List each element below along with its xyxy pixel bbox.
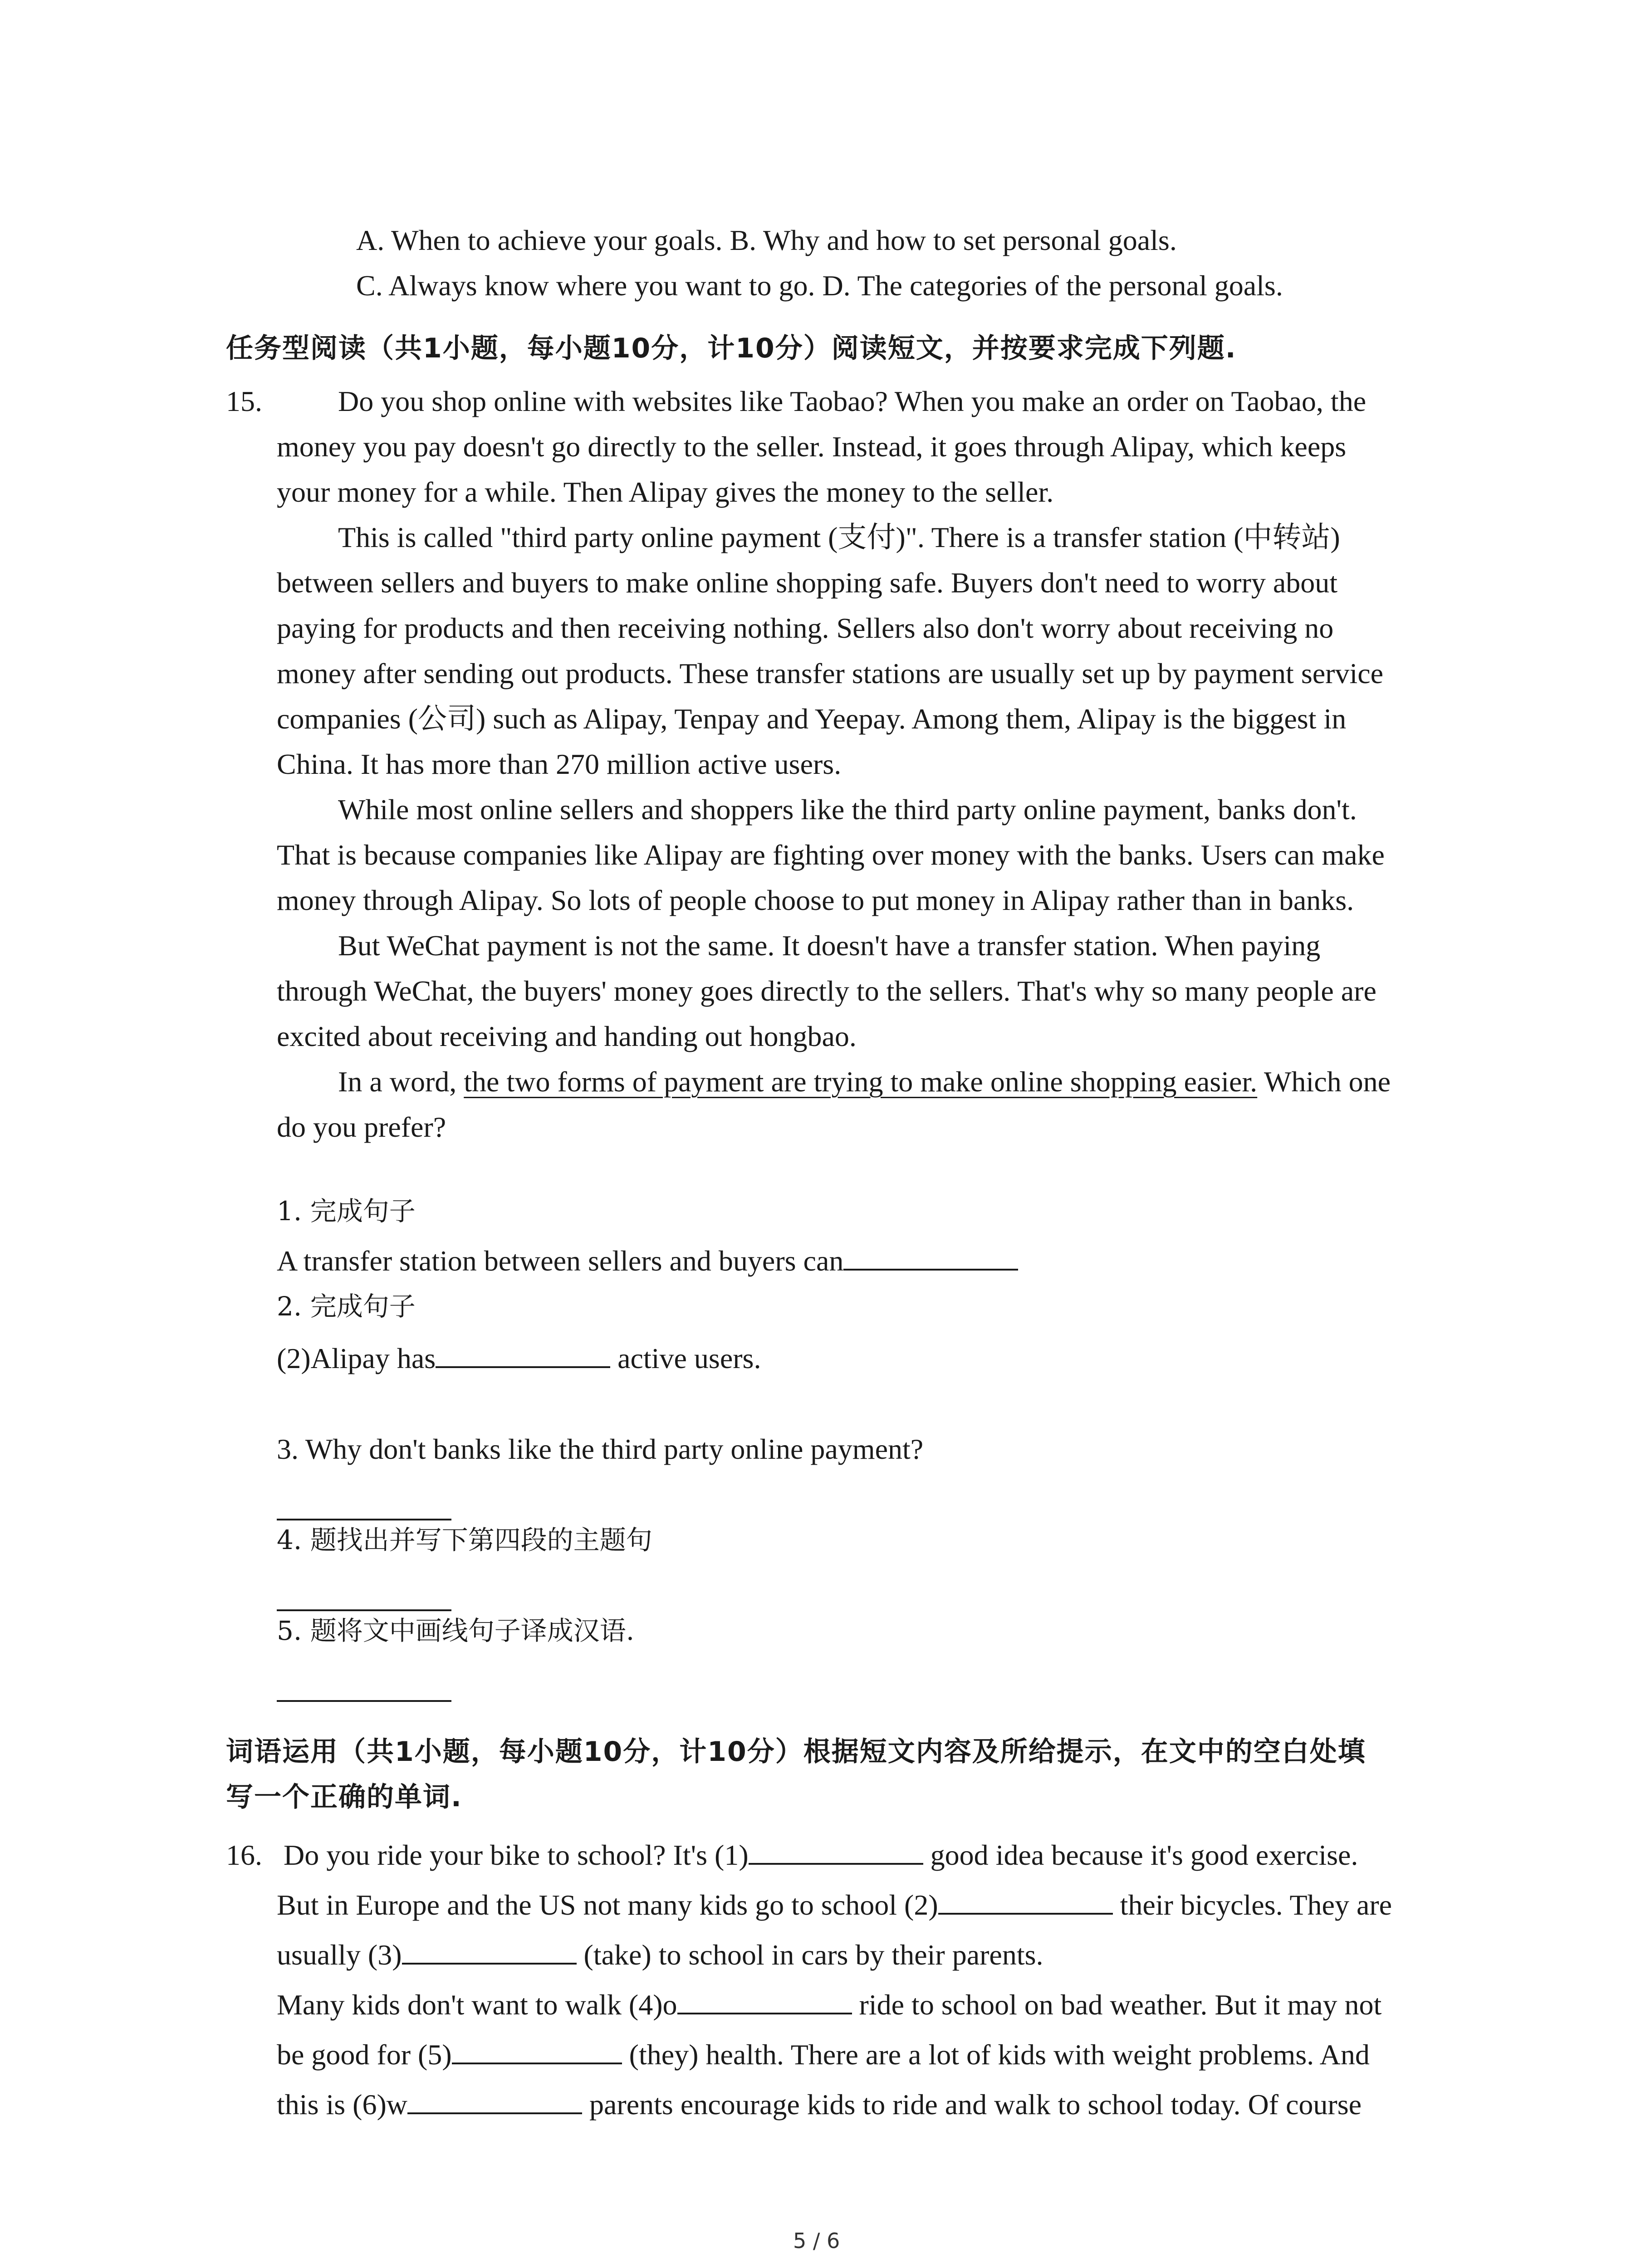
sub-question-4-label: 4. 题找出并写下第四段的主题句	[277, 1525, 652, 1555]
passage-line: While most online sellers and shoppers like the third party online payment, banks don't.	[338, 793, 1357, 826]
passage-line: money you pay doesn't go directly to the seller. Instead, it goes through Alipay, which keeps	[277, 430, 1347, 463]
passage-line: Do you shop online with websites like Taobao? When you make an order on Taobao, the	[338, 385, 1367, 417]
answer-blank[interactable]	[436, 1339, 610, 1368]
answer-blank[interactable]	[843, 1242, 1018, 1271]
answer-blank[interactable]	[407, 2085, 582, 2114]
sub-question-3: 3. Why don't banks like the third party online payment?	[277, 1433, 924, 1465]
passage-line: through WeChat, the buyers' money goes directly to the sellers. That's why so many people are	[277, 975, 1376, 1007]
sub-question-1-label: 1. 完成句子	[277, 1196, 416, 1227]
cloze-line: this is (6)w parents encourage kids to ride and walk to school today. Of course	[277, 2082, 1362, 2127]
passage-line: your money for a while. Then Alipay gives the money to the seller.	[277, 476, 1054, 508]
section-heading-word-use-cont: 写一个正确的单词.	[226, 1781, 462, 1813]
answer-blank[interactable]	[402, 1936, 577, 1965]
passage-line: between sellers and buyers to make online shopping safe. Buyers don't need to worry about	[277, 567, 1338, 599]
passage-line: money after sending out products. These transfer stations are usually set up by payment service	[277, 657, 1384, 689]
passage-line: excited about receiving and handing out hongbao.	[277, 1020, 857, 1052]
answer-blank[interactable]	[677, 1985, 852, 2014]
cloze-line: Do you ride your bike to school? It's (1) good idea because it's good exercise.	[284, 1833, 1358, 1878]
cloze-line: But in Europe and the US not many kids go to school (2) their bicycles. They are	[277, 1882, 1392, 1928]
answer-blank[interactable]	[938, 1886, 1113, 1915]
page-number: 5 / 6	[793, 2229, 840, 2253]
answer-blank[interactable]	[452, 2035, 622, 2064]
sub-question-1: A transfer station between sellers and buyers can	[277, 1238, 1018, 1284]
question-number: 15.	[226, 385, 262, 417]
sub-question-2-label: 2. 完成句子	[277, 1291, 416, 1322]
sub-question-2: (2)Alipay has active users.	[277, 1336, 761, 1381]
sub-question-5-label: 5. 题将文中画线句子译成汉语.	[277, 1615, 635, 1646]
passage-line: But WeChat payment is not the same. It doesn't have a transfer station. When paying	[338, 929, 1321, 962]
q14-options-line2: C. Always know where you want to go. D. The categories of the personal goals.	[356, 269, 1283, 302]
passage-line: This is called "third party online payment (支付)". There is a transfer station (中转站)	[338, 521, 1340, 553]
section-heading-word-use: 词语运用（共1小题，每小题10分，计10分）根据短文内容及所给提示，在文中的空白处填	[226, 1736, 1366, 1768]
passage-line-final-paragraph: In a word, the two forms of payment are trying to make online shopping easier. Which one	[338, 1066, 1391, 1098]
q14-options-line1: A. When to achieve your goals. B. Why and how to set personal goals.	[356, 224, 1177, 256]
passage-line: money through Alipay. So lots of people choose to put money in Alipay rather than in banks.	[277, 884, 1354, 916]
passage-line: companies (公司) such as Alipay, Tenpay and Yeepay. Among them, Alipay is the biggest in	[277, 703, 1347, 735]
passage-line: China. It has more than 270 million active users.	[277, 748, 842, 780]
passage-line: That is because companies like Alipay are fighting over money with the banks. Users can make	[277, 839, 1385, 871]
passage-line: do you prefer?	[277, 1111, 446, 1143]
cloze-line: Many kids don't want to walk (4)o ride to school on bad weather. But it may not	[277, 1982, 1381, 2028]
question-number: 16.	[226, 1839, 262, 1871]
section-heading-task-reading: 任务型阅读（共1小题，每小题10分，计10分）阅读短文，并按要求完成下列题.	[226, 332, 1237, 364]
underlined-sentence: the two forms of payment are trying to make online shopping easier.	[464, 1066, 1258, 1098]
answer-blank[interactable]	[749, 1836, 923, 1865]
cloze-line: usually (3) (take) to school in cars by their parents.	[277, 1932, 1043, 1978]
cloze-line: be good for (5) (they) health. There are a lot of kids with weight problems. And	[277, 2032, 1370, 2077]
passage-line: paying for products and then receiving nothing. Sellers also don't worry about receiving no	[277, 612, 1334, 644]
answer-line[interactable]	[277, 1700, 451, 1702]
